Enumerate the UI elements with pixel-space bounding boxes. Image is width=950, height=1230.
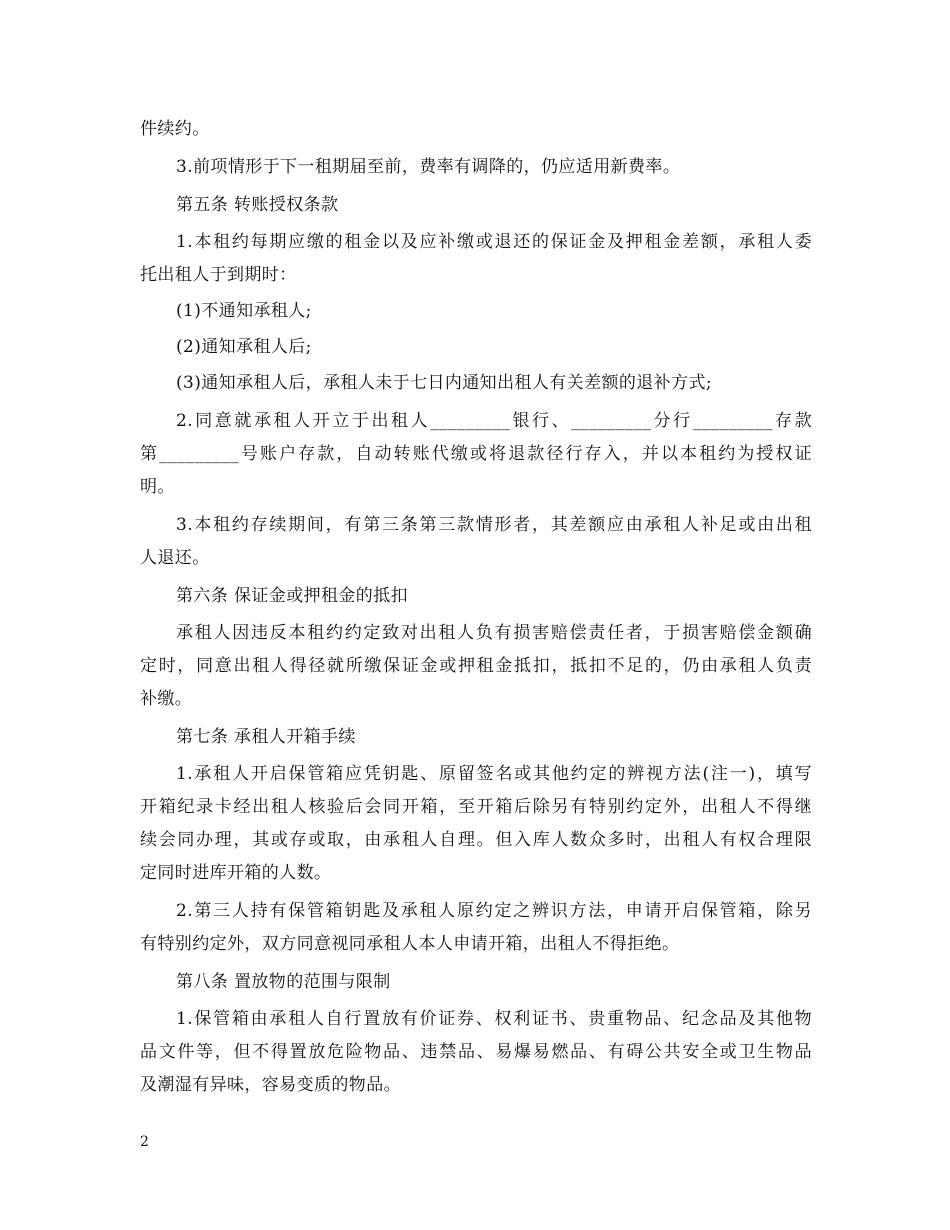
- text-line: 承租人因违反本租约约定致对出租人负有损害赔偿责任者，于损害赔偿金额确: [176, 623, 812, 643]
- text-line: 品文件等，但不得置放危险物品、违禁品、易爆易燃品、有碍公共安全或卫生物品: [140, 1042, 812, 1062]
- text-line: 明。: [140, 477, 175, 497]
- text-line: 2.同意就承租人开立于出租人_________银行、_________分行_________存款: [176, 411, 812, 431]
- text-line: 托出租人于到期时：: [140, 265, 297, 285]
- page-number: 2: [140, 1134, 149, 1150]
- text-line: 件续约。: [140, 119, 210, 139]
- text-line: 补缴。: [140, 689, 193, 709]
- text-line: 1.本租约每期应缴的租金以及应补缴或退还的保证金及押租金差额，承租人委: [176, 232, 812, 252]
- list-item: (1)不通知承租人;: [176, 301, 312, 321]
- text-line: 第_________号账户存款，自动转账代缴或将退款径行存入，并以本租约为授权证: [140, 444, 812, 464]
- text-line: 3.前项情形于下一租期届至前，费率有调降的，仍应适用新费率。: [176, 157, 681, 177]
- section-heading: 第五条 转账授权条款: [176, 195, 339, 215]
- list-item: (2)通知承租人后;: [176, 337, 312, 357]
- section-heading: 第八条 置放物的范围与限制: [176, 972, 391, 992]
- text-line: 开箱纪录卡经出租人核验后会同开箱，至开箱后除另有特别约定外，出租人不得继: [140, 797, 812, 817]
- section-heading: 第七条 承租人开箱手续: [176, 727, 356, 747]
- text-line: 定时，同意出租人得径就所缴保证金或押租金抵扣，抵扣不足的，仍由承租人负责: [140, 656, 812, 676]
- text-line: 人退还。: [140, 548, 210, 568]
- text-line: 1.承租人开启保管箱应凭钥匙、原留签名或其他约定的辨视方法(注一)，填写: [176, 764, 812, 784]
- text-line: 2.第三人持有保管箱钥匙及承租人原约定之辨识方法，申请开启保管箱，除另: [176, 901, 812, 921]
- list-item: (3)通知承租人后，承租人未于七日内通知出租人有关差额的退补方式;: [176, 373, 713, 393]
- section-heading: 第六条 保证金或押租金的抵扣: [176, 586, 409, 606]
- text-line: 及潮湿有异味，容易变质的物品。: [140, 1075, 401, 1095]
- text-line: 有特别约定外，双方同意视同承租人本人申请开箱，出租人不得拒绝。: [140, 934, 680, 954]
- text-line: 续会同办理，其或存或取，由承租人自理。但入库人数众多时，出租人有权合理限: [140, 830, 812, 850]
- text-line: 定同时进库开箱的人数。: [140, 863, 332, 883]
- text-line: 1.保管箱由承租人自行置放有价证券、权利证书、贵重物品、纪念品及其他物: [176, 1009, 812, 1029]
- text-line: 3.本租约存续期间，有第三条第三款情形者，其差额应由承租人补足或由出租: [176, 515, 812, 535]
